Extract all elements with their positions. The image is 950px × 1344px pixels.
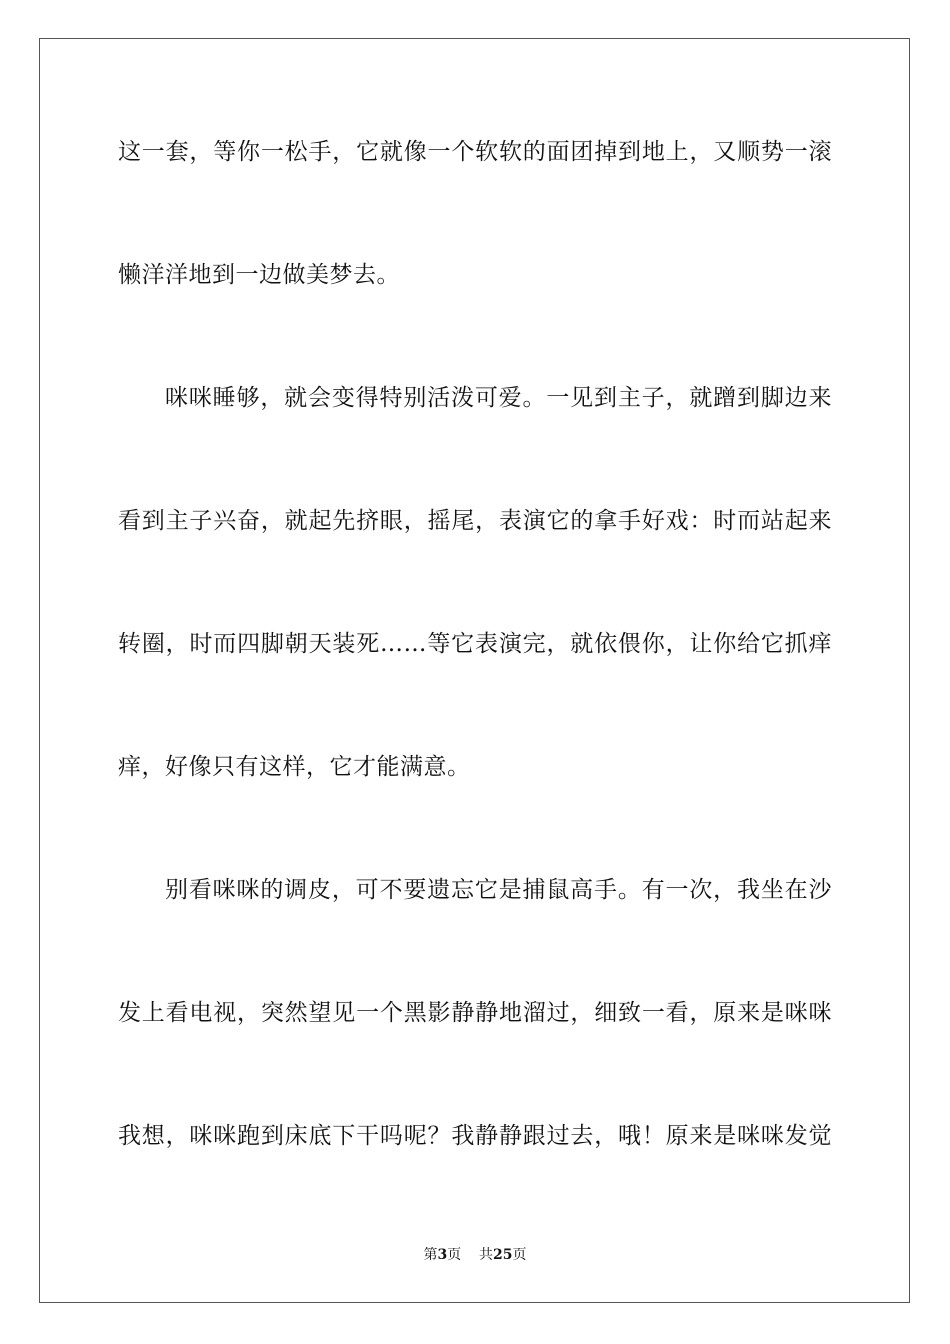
- text-line-8: 发上看电视，突然望见一个黑影静静地溜过，细致一看，原来是咪咪: [118, 1000, 832, 1026]
- footer-page-number: 3: [437, 1247, 448, 1263]
- page-footer: [0, 1246, 950, 1264]
- footer-total-pages: 25: [493, 1247, 513, 1263]
- text-line-6: 痒，好像只有这样，它才能满意。: [118, 754, 471, 780]
- page-border: [39, 38, 910, 1303]
- text-line-4: 看到主子兴奋，就起先挤眼，摇尾，表演它的拿手好戏：时而站起来: [118, 508, 832, 534]
- text-line-2: 懒洋洋地到一边做美梦去。: [118, 262, 400, 288]
- text-line-3: 咪咪睡够，就会变得特别活泼可爱。一见到主子，就蹭到脚边来: [165, 385, 832, 411]
- footer-suffix: 页: [512, 1247, 527, 1263]
- footer-prefix: 第: [423, 1247, 438, 1263]
- text-line-9: 我想，咪咪跑到床底下干吗呢？我静静跟过去，哦！原来是咪咪发觉: [118, 1123, 832, 1149]
- text-line-1: 这一套，等你一松手，它就像一个软软的面团掉到地上，又顺势一滚: [118, 139, 832, 165]
- text-line-5: 转圈，时而四脚朝天装死……等它表演完，就依偎你，让你给它抓痒: [118, 631, 832, 657]
- footer-mid: 页 共: [447, 1247, 494, 1263]
- text-line-7: 别看咪咪的调皮，可不要遗忘它是捕鼠高手。有一次，我坐在沙: [165, 877, 832, 903]
